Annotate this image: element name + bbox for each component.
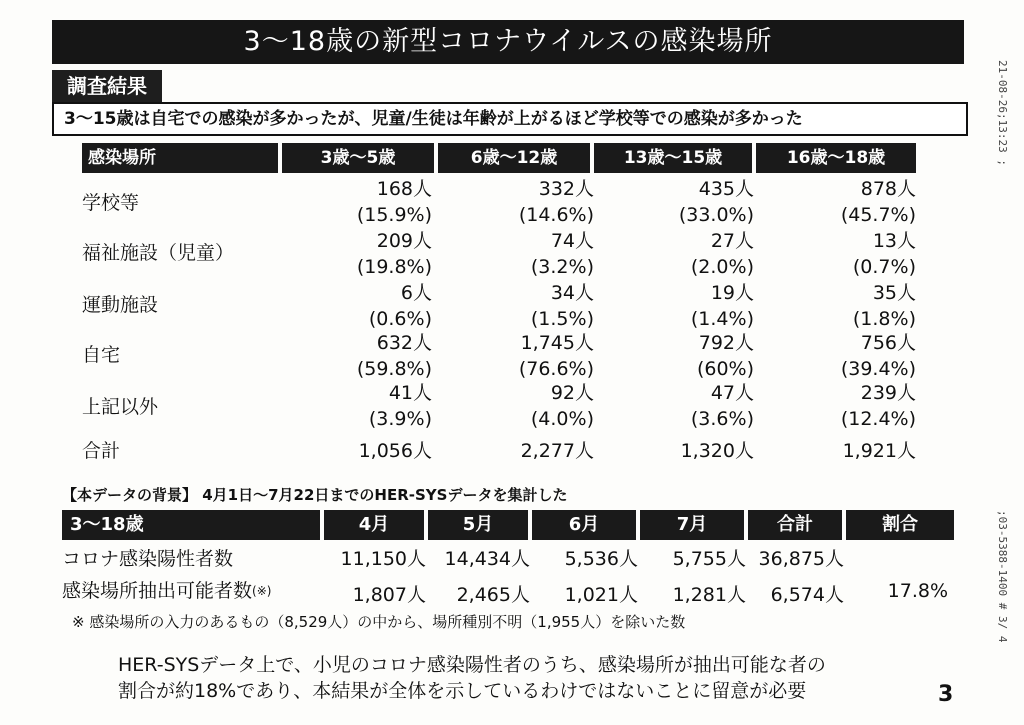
cell-count: 209人 (376, 230, 432, 252)
header-age-range: 3～18歳 (62, 510, 320, 540)
header-place: 感染場所 (82, 143, 278, 173)
cell-count: 19人 (710, 282, 754, 304)
cell-percent: (4.0%) (530, 408, 594, 430)
note-mark: (※) (252, 584, 272, 598)
cell-value: 14,434人 (444, 548, 530, 570)
header-july: 7月 (640, 510, 744, 540)
header-age-16-18: 16歳～18歳 (756, 143, 916, 173)
page-number: 3 (938, 682, 954, 707)
cell-count: 35人 (872, 282, 916, 304)
cell-ratio: 17.8% (887, 580, 948, 602)
header-may: 5月 (428, 510, 528, 540)
cell-percent: (0.7%) (852, 256, 916, 278)
cell-value: 5,536人 (564, 548, 638, 570)
cell-value: 1,021人 (564, 584, 638, 606)
row-label-school: 学校等 (82, 192, 140, 214)
cell-percent: (1.5%) (530, 308, 594, 330)
cell-percent: (45.7%) (840, 204, 916, 226)
row-label-extractable (62, 578, 271, 604)
cell-percent: (33.0%) (678, 204, 754, 226)
cell-count: 632人 (376, 332, 432, 354)
row-label-text: 感染場所抽出可能者数 (62, 580, 253, 602)
cell-count: 435人 (698, 178, 754, 200)
cell-count: 792人 (698, 332, 754, 354)
header-age-13-15: 13歳～15歳 (594, 143, 752, 173)
cell-count: 1,745人 (520, 332, 594, 354)
cell-percent: (3.2%) (530, 256, 594, 278)
row-label-welfare: 福祉施設（児童） (82, 242, 235, 264)
cell-total: 1,056人 (358, 440, 432, 462)
fax-header-bottom: ;03-5388-1400 # 3/ 4 (996, 510, 1009, 643)
cell-percent: (1.4%) (690, 308, 754, 330)
header-june: 6月 (532, 510, 636, 540)
cell-value: 1,807人 (352, 584, 426, 606)
cell-percent: (39.4%) (840, 358, 916, 380)
cell-count: 41人 (388, 382, 432, 404)
cell-count: 332人 (538, 178, 594, 200)
cell-percent: (2.0%) (690, 256, 754, 278)
cell-count: 34人 (550, 282, 594, 304)
header-ratio: 割合 (846, 510, 954, 540)
header-age-6-12: 6歳～12歳 (438, 143, 590, 173)
cell-count: 168人 (376, 178, 432, 200)
cell-percent: (15.9%) (356, 204, 432, 226)
footnote: ※ 感染場所の入力のあるもの（8,529人）の中から、場所種別不明（1,955人）を除いた数 (72, 613, 686, 631)
header-april: 4月 (324, 510, 424, 540)
cell-total: 1,320人 (680, 440, 754, 462)
cell-percent: (59.8%) (356, 358, 432, 380)
cell-percent: (3.9%) (368, 408, 432, 430)
cell-value: 6,574人 (770, 584, 844, 606)
row-label-home: 自宅 (82, 344, 121, 366)
cell-percent: (3.6%) (690, 408, 754, 430)
cell-percent: (1.8%) (852, 308, 916, 330)
cell-value: 11,150人 (340, 548, 426, 570)
background-heading: 【本データの背景】 4月1日～7月22日までのHER-SYSデータを集計した (62, 486, 568, 504)
cell-value: 1,281人 (672, 584, 746, 606)
cell-percent: (76.6%) (518, 358, 594, 380)
conclusion-line-1: HER-SYSデータ上で、小児のコロナ感染陽性者のうち、感染場所が抽出可能な者の (118, 654, 826, 676)
fax-header-top: 21-08-26;13:23 ; (996, 60, 1009, 166)
conclusion-line-2: 割合が約18%であり、本結果が全体を示しているわけではないことに留意が必要 (118, 680, 807, 702)
cell-total: 1,921人 (842, 440, 916, 462)
cell-percent: (0.6%) (368, 308, 432, 330)
cell-count: 756人 (860, 332, 916, 354)
cell-count: 74人 (550, 230, 594, 252)
cell-count: 239人 (860, 382, 916, 404)
cell-percent: (60%) (696, 358, 754, 380)
cell-count: 92人 (550, 382, 594, 404)
header-total: 合計 (748, 510, 842, 540)
row-label-total: 合計 (82, 440, 121, 462)
cell-count: 27人 (710, 230, 754, 252)
cell-percent: (14.6%) (518, 204, 594, 226)
cell-value: 36,875人 (758, 548, 844, 570)
cell-value: 2,465人 (456, 584, 530, 606)
cell-value: 5,755人 (672, 548, 746, 570)
cell-total: 2,277人 (520, 440, 594, 462)
cell-count: 6人 (400, 282, 432, 304)
cell-count: 878人 (860, 178, 916, 200)
header-age-3-5: 3歳～5歳 (282, 143, 434, 173)
page-title: 3～18歳の新型コロナウイルスの感染場所 (52, 20, 964, 64)
cell-percent: (19.8%) (356, 256, 432, 278)
cell-percent: (12.4%) (840, 408, 916, 430)
section-label: 調査結果 (52, 70, 162, 102)
row-label-positives: コロナ感染陽性者数 (62, 548, 234, 570)
row-label-other: 上記以外 (82, 396, 159, 418)
cell-count: 13人 (872, 230, 916, 252)
cell-count: 47人 (710, 382, 754, 404)
row-label-sports: 運動施設 (82, 294, 159, 316)
summary-box: 3～15歳は自宅での感染が多かったが、児童/生徒は年齢が上がるほど学校等での感染が多かった (52, 102, 968, 136)
